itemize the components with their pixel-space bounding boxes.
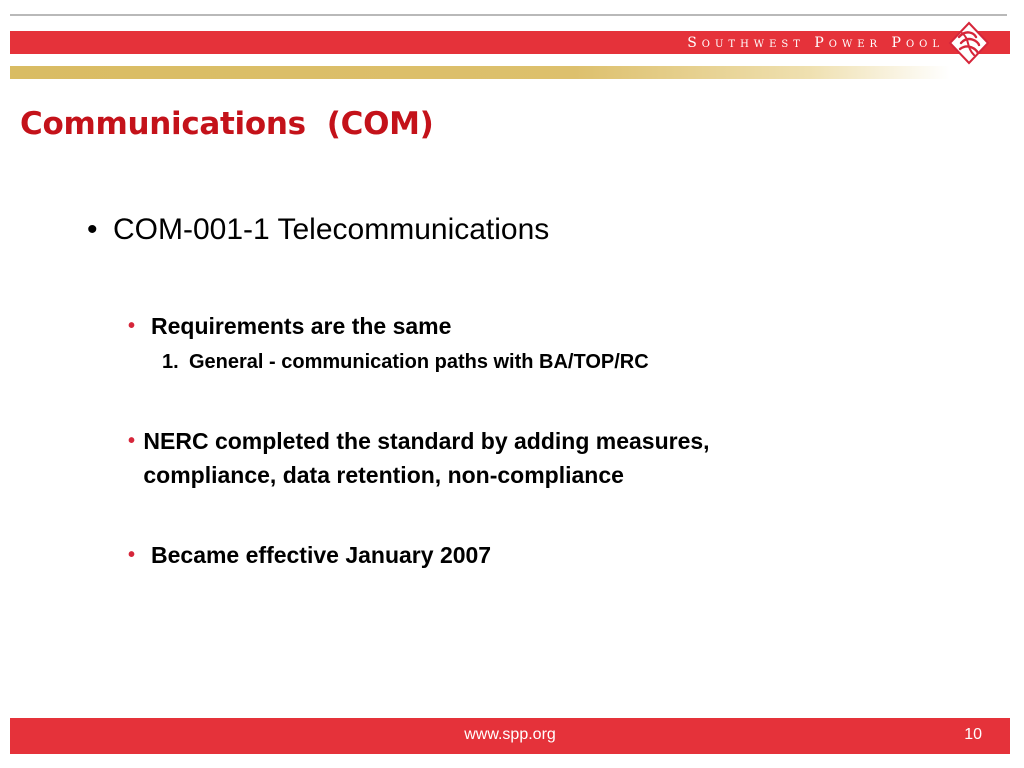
- bullet-marker: •: [87, 213, 98, 246]
- slide-title: Communications (COM): [20, 106, 434, 142]
- page-number: 10: [964, 726, 982, 743]
- brand-name: Southwest Power Pool: [687, 35, 944, 51]
- sub-bullet: [128, 538, 491, 572]
- bullet-marker: •: [128, 430, 136, 452]
- sub-bullet: [128, 424, 848, 492]
- header-gold-band: [10, 66, 950, 79]
- sub-bullet-text: Requirements are the same: [151, 313, 452, 339]
- numbered-item-text: General - communication paths with BA/TOP/RC: [189, 351, 649, 373]
- bullet-marker: •: [128, 544, 136, 566]
- sub-bullet-text: NERC completed the standard by adding measures, compliance, data retention, non-compliance: [143, 428, 710, 488]
- main-bullet: [87, 213, 549, 247]
- spp-logo-icon: [948, 21, 990, 65]
- header-top-rule: [10, 14, 1007, 16]
- main-bullet-text: COM-001-1 Telecommunications: [113, 213, 550, 246]
- footer-bar: [10, 718, 1010, 754]
- sub-bullet-text: Became effective January 2007: [151, 542, 492, 568]
- sub-bullet: [128, 309, 451, 343]
- numbered-item: [162, 351, 649, 374]
- bullet-marker: •: [128, 315, 136, 337]
- footer-url: www.spp.org: [464, 726, 556, 743]
- item-number: 1.: [162, 351, 179, 373]
